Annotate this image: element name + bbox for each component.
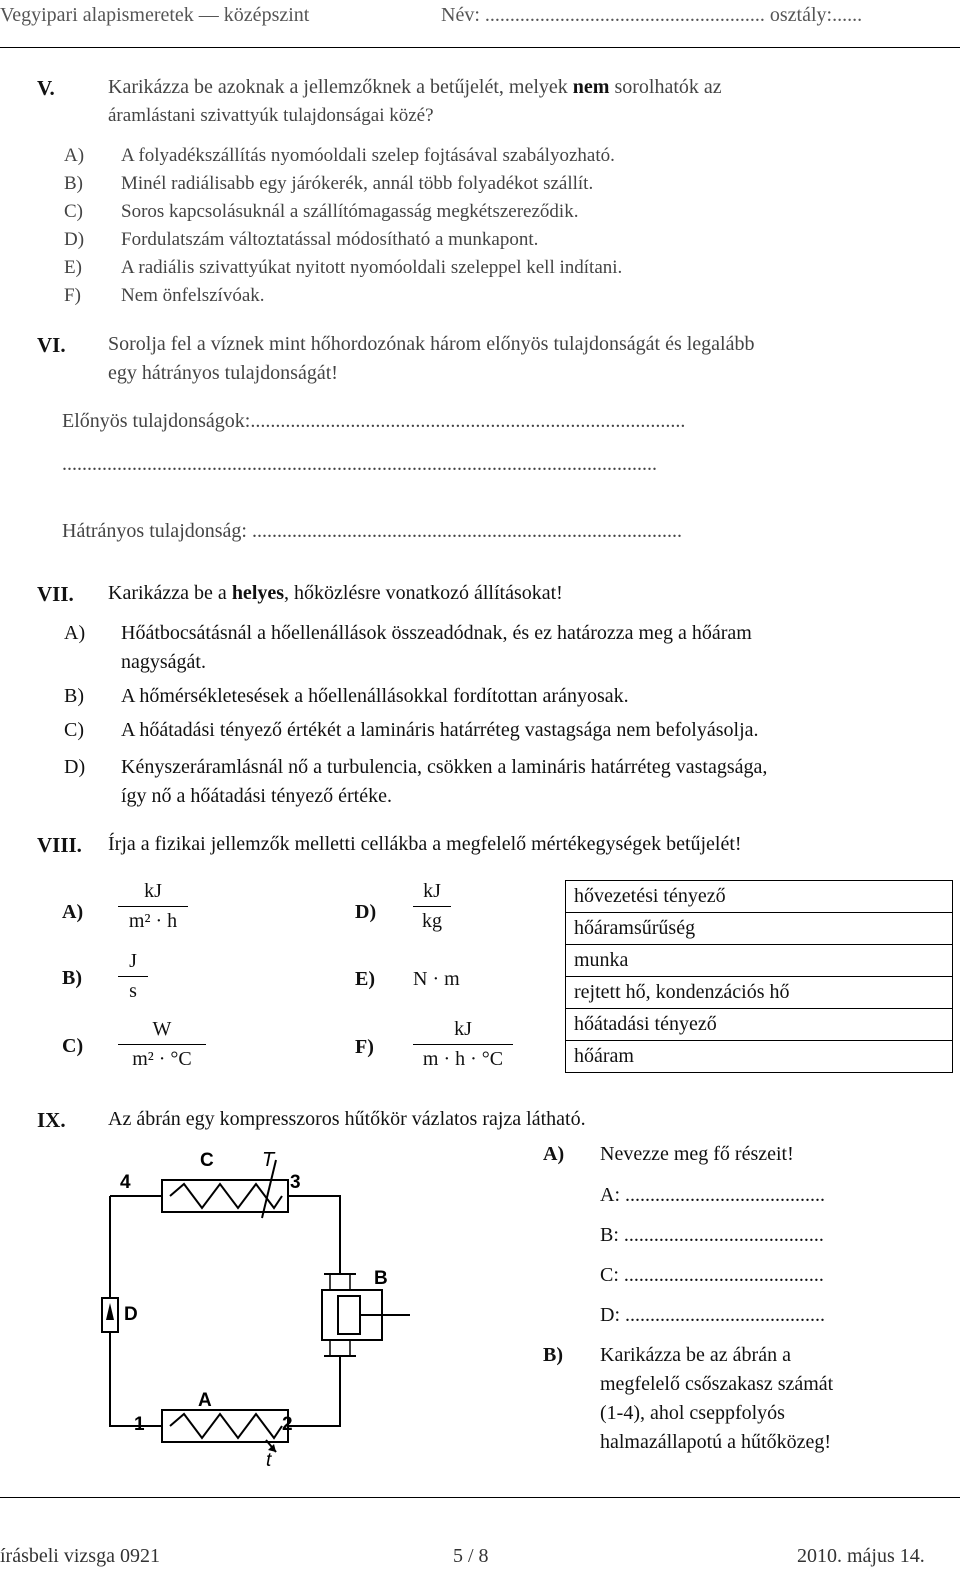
q5-option-letter[interactable]: C): [64, 201, 83, 222]
q7-option-text: A hőmérsékletesések a hőellenállásokkal fordítottan arányosak.: [121, 685, 629, 707]
q6-advantages-field-line2[interactable]: .......................................................................................................................: [62, 453, 657, 475]
q9-partB-text: halmazállapotú a hűtőközeg!: [600, 1431, 832, 1453]
q7-prompt-part1: Karikázza be a: [108, 582, 232, 604]
diagram-label-T: T: [262, 1149, 275, 1171]
q5-option-letter[interactable]: D): [64, 229, 85, 250]
quantities-table: [565, 880, 953, 1073]
unit-denominator: m² · °C: [132, 1048, 192, 1070]
quantity-cell[interactable]: hőáram: [566, 1041, 953, 1073]
quantity-cell[interactable]: hőáramsűrűség: [566, 913, 953, 945]
unit-letter: F): [355, 1036, 374, 1058]
q5-prompt-part1: Karikázza be azoknak a jellemzőknek a betűjelét, melyek: [108, 76, 573, 98]
q7-prompt-bold: helyes: [231, 582, 285, 604]
table-row[interactable]: [566, 977, 953, 1009]
q7-prompt: [108, 582, 563, 605]
q7-option-letter[interactable]: D): [64, 756, 86, 778]
quantity-cell[interactable]: hővezetési tényező: [566, 881, 953, 913]
quantity-cell[interactable]: rejtett hő, kondenzációs hő: [566, 977, 953, 1009]
answer-field[interactable]: D: ........................................: [600, 1304, 825, 1326]
q9-partA-letter: A): [543, 1143, 565, 1165]
unit-numerator: kJ: [144, 880, 162, 902]
unit-fraction: [118, 1018, 206, 1071]
q5-option-text: A radiális szivattyúkat nyitott nyomóoldali szeleppel kell indítani.: [121, 257, 623, 278]
unit-letter: E): [355, 968, 375, 990]
unit-numerator: J: [129, 950, 137, 972]
quantity-cell[interactable]: munka: [566, 945, 953, 977]
unit-denominator: m · h · °C: [422, 1048, 504, 1070]
diagram-label-1: 1: [134, 1414, 145, 1435]
q5-option-text: Nem önfelszívóak.: [121, 285, 265, 306]
q9-partA-text: Nevezze meg fő részeit!: [600, 1143, 794, 1165]
answer-field[interactable]: A: ........................................: [600, 1184, 825, 1206]
table-row[interactable]: [566, 881, 953, 913]
diagram-label-A: A: [198, 1390, 212, 1411]
unit-letter: C): [62, 1035, 84, 1057]
unit-fraction: [413, 1018, 513, 1071]
answer-field[interactable]: B: ........................................: [600, 1224, 824, 1246]
q5-option-text: Minél radiálisabb egy járókerék, annál több folyadékot szállít.: [121, 173, 594, 194]
unit-fraction: [118, 880, 188, 933]
diagram-label-3: 3: [290, 1172, 301, 1193]
unit-denominator: m² · h: [128, 910, 178, 932]
table-row[interactable]: [566, 1009, 953, 1041]
q6-prompt-line2: egy hátrányos tulajdonságát!: [108, 362, 338, 384]
unit-numerator: kJ: [454, 1018, 472, 1040]
q5-prompt-bold: nem: [572, 76, 610, 98]
q8-number: VIII.: [37, 833, 82, 857]
q5-prompt-part2: sorolhatók az: [609, 76, 722, 98]
q5-prompt: [108, 76, 722, 99]
diagram-label-4: 4: [120, 1172, 131, 1193]
quantity-cell[interactable]: hőátadási tényező: [566, 1009, 953, 1041]
q7-option-letter[interactable]: C): [64, 719, 84, 741]
footer-right: 2010. május 14.: [797, 1545, 925, 1567]
q9-partB-text: (1-4), ahol cseppfolyós: [600, 1402, 785, 1424]
q7-prompt-part2: , hőközlésre vonatkozó állításokat!: [284, 582, 563, 604]
unit-numerator: kJ: [423, 880, 441, 902]
footer-rule: [0, 1497, 960, 1498]
q9-partB-letter: B): [543, 1344, 563, 1366]
unit-denominator: kg: [422, 910, 442, 932]
q7-option-letter[interactable]: B): [64, 685, 84, 707]
diagram-label-D: D: [124, 1304, 138, 1325]
table-row[interactable]: [566, 1041, 953, 1073]
diagram-label-C: C: [200, 1150, 214, 1171]
q5-option-text: A folyadékszállítás nyomóoldali szelep fojtásával szabályozható.: [121, 145, 615, 166]
q7-option-text: Hőátbocsátásnál a hőellenállások összeadódnak, és ez határozza meg a hőáram: [121, 622, 752, 644]
answer-field[interactable]: C: ........................................: [600, 1264, 824, 1286]
diagram-label-2: 2: [282, 1414, 293, 1435]
table-row[interactable]: [566, 945, 953, 977]
header-left: Vegyipari alapismeretek — középszint: [0, 4, 310, 26]
diagram-label-B: B: [374, 1268, 388, 1289]
q9-partB-text: megfelelő csőszakasz számát: [600, 1373, 834, 1395]
q5-option-text: Soros kapcsolásuknál a szállítómagasság megkétszereződik.: [121, 201, 579, 222]
header-right: Név: ........................................................ osztály:......: [441, 4, 863, 26]
q7-option-text: A hőátadási tényező értékét a lamináris határréteg vastagsága nem befolyásolja.: [121, 719, 759, 741]
q5-option-text: Fordulatszám változtatással módosítható a munkapont.: [121, 229, 539, 250]
q7-number: VII.: [37, 582, 74, 606]
q6-disadvantage-field[interactable]: Hátrányos tulajdonság: ......................................................................................: [62, 520, 682, 542]
footer-page-number: 5 / 8: [453, 1545, 489, 1567]
q7-option-letter[interactable]: A): [64, 622, 86, 644]
unit-letter: B): [62, 967, 82, 989]
unit-fraction: [118, 950, 148, 1003]
q6-number: VI.: [37, 333, 66, 357]
q5-option-letter[interactable]: A): [64, 145, 85, 166]
unit-letter: A): [62, 901, 84, 923]
unit-denominator: s: [129, 980, 137, 1002]
q8-prompt: Írja a fizikai jellemzők melletti cellákba a megfelelő mértékegységek betűjelét!: [108, 833, 742, 855]
diagram-label-t: t: [266, 1450, 272, 1470]
q7-option-text-line2: így nő a hőátadási tényező értéke.: [121, 785, 392, 807]
q5-number: V.: [37, 76, 55, 100]
unit-fraction: [413, 880, 451, 933]
q7-option-text-line2: nagyságát.: [121, 651, 206, 673]
footer-left: írásbeli vizsga 0921: [0, 1545, 160, 1567]
q9-number: IX.: [37, 1108, 66, 1132]
q5-option-letter[interactable]: F): [64, 285, 81, 306]
q6-prompt-line1: Sorolja fel a víznek mint hőhordozónak három előnyös tulajdonságát és legalább: [108, 333, 755, 355]
q5-prompt-line2: áramlástani szivattyúk tulajdonságai közé?: [108, 105, 434, 126]
table-row[interactable]: [566, 913, 953, 945]
unit-letter: D): [355, 901, 377, 923]
q6-advantages-field[interactable]: Előnyös tulajdonságok:.......................................................................................: [62, 410, 686, 432]
unit-numerator: W: [152, 1018, 172, 1040]
q5-option-letter[interactable]: B): [64, 173, 83, 194]
q7-option-text: Kényszeráramlásnál nő a turbulencia, csökken a lamináris határréteg vastagsága,: [121, 756, 768, 778]
q9-prompt: Az ábrán egy kompresszoros hűtőkör vázlatos rajza látható.: [108, 1108, 586, 1130]
q5-option-letter[interactable]: E): [64, 257, 82, 278]
refrigeration-cycle-diagram: [90, 1140, 420, 1470]
unit-plain: N · m: [413, 968, 460, 990]
header-rule: [0, 47, 960, 48]
q9-partB-text: Karikázza be az ábrán a: [600, 1344, 791, 1366]
